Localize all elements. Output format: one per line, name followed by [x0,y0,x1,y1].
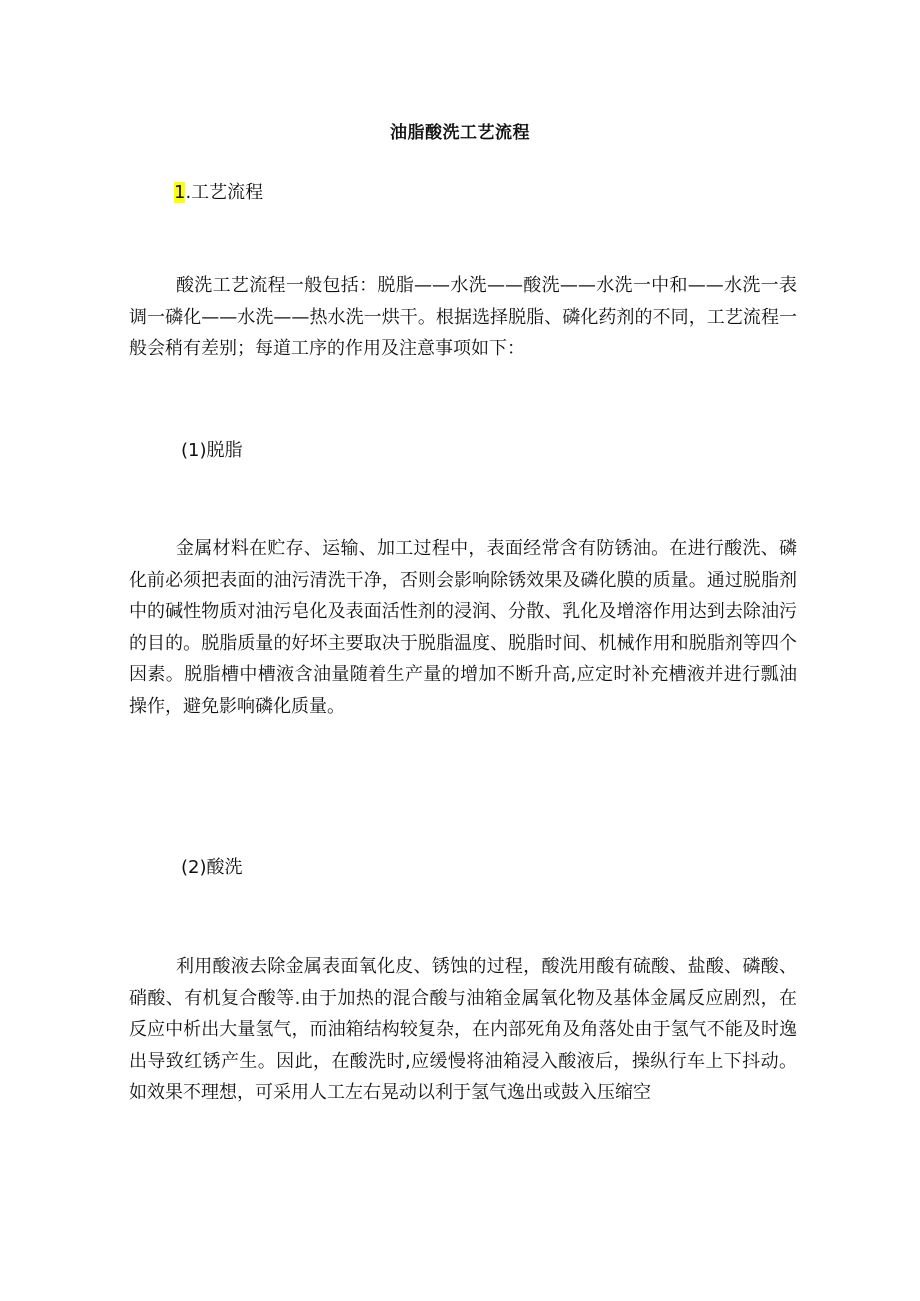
subheading-degreasing: (1)脱脂 [181,440,243,461]
subheading-pickling: (2)酸洗 [181,857,243,878]
paragraph-degreasing: 金属材料在贮存、运输、加工过程中，表面经常含有防锈油。在进行酸洗、磷化前必须把表面的油污清洗干净，否则会影响除锈效果及磷化膜的质量。通过脱脂剂中的碱性物质对油污皂化及表面活性剂的浸润、分散、乳化及增溶作用达到去除油污的目的。脱脂质量的好坏主要取决于脱脂温度、脱脂时间、机械作用和脱脂剂等四个因素。脱脂槽中槽液含油量随着生产量的增加不断升高,应定时补充槽液并进行瓢油操作，避免影响磷化质量。 [129,538,797,717]
section-heading [174,180,263,206]
paragraph-pickling: 利用酸液去除金属表面氧化皮、锈蚀的过程，酸洗用酸有硫酸、盐酸、磷酸、硝酸、有机复合酸等.由于加热的混合酸与油箱金属氧化物及基体金属反应剧烈，在反应中析出大量氢气，而油箱结构较复杂，在内部死角及角落处由于氢气不能及时逸出导致红锈产生。因此，在酸洗时,应缓慢将油箱浸入酸液后，操纵行车上下抖动。如效果不理想，可采用人工左右晃动以利于氢气逸出或鼓入压缩空 [129,956,797,1103]
section-heading-label: .工艺流程 [185,182,264,203]
document-title: 油脂酸洗工艺流程 [390,123,530,143]
highlighted-section-number: 1 [174,182,186,203]
paragraph-process-overview: 酸洗工艺流程一般包括：脱脂——水洗——酸洗——水洗一中和——水洗一表调一磷化——水洗——热水洗一烘干。根据选择脱脂、磷化药剂的不同，工艺流程一般会稍有差别；每道工序的作用及注意事项如下： [129,275,797,359]
